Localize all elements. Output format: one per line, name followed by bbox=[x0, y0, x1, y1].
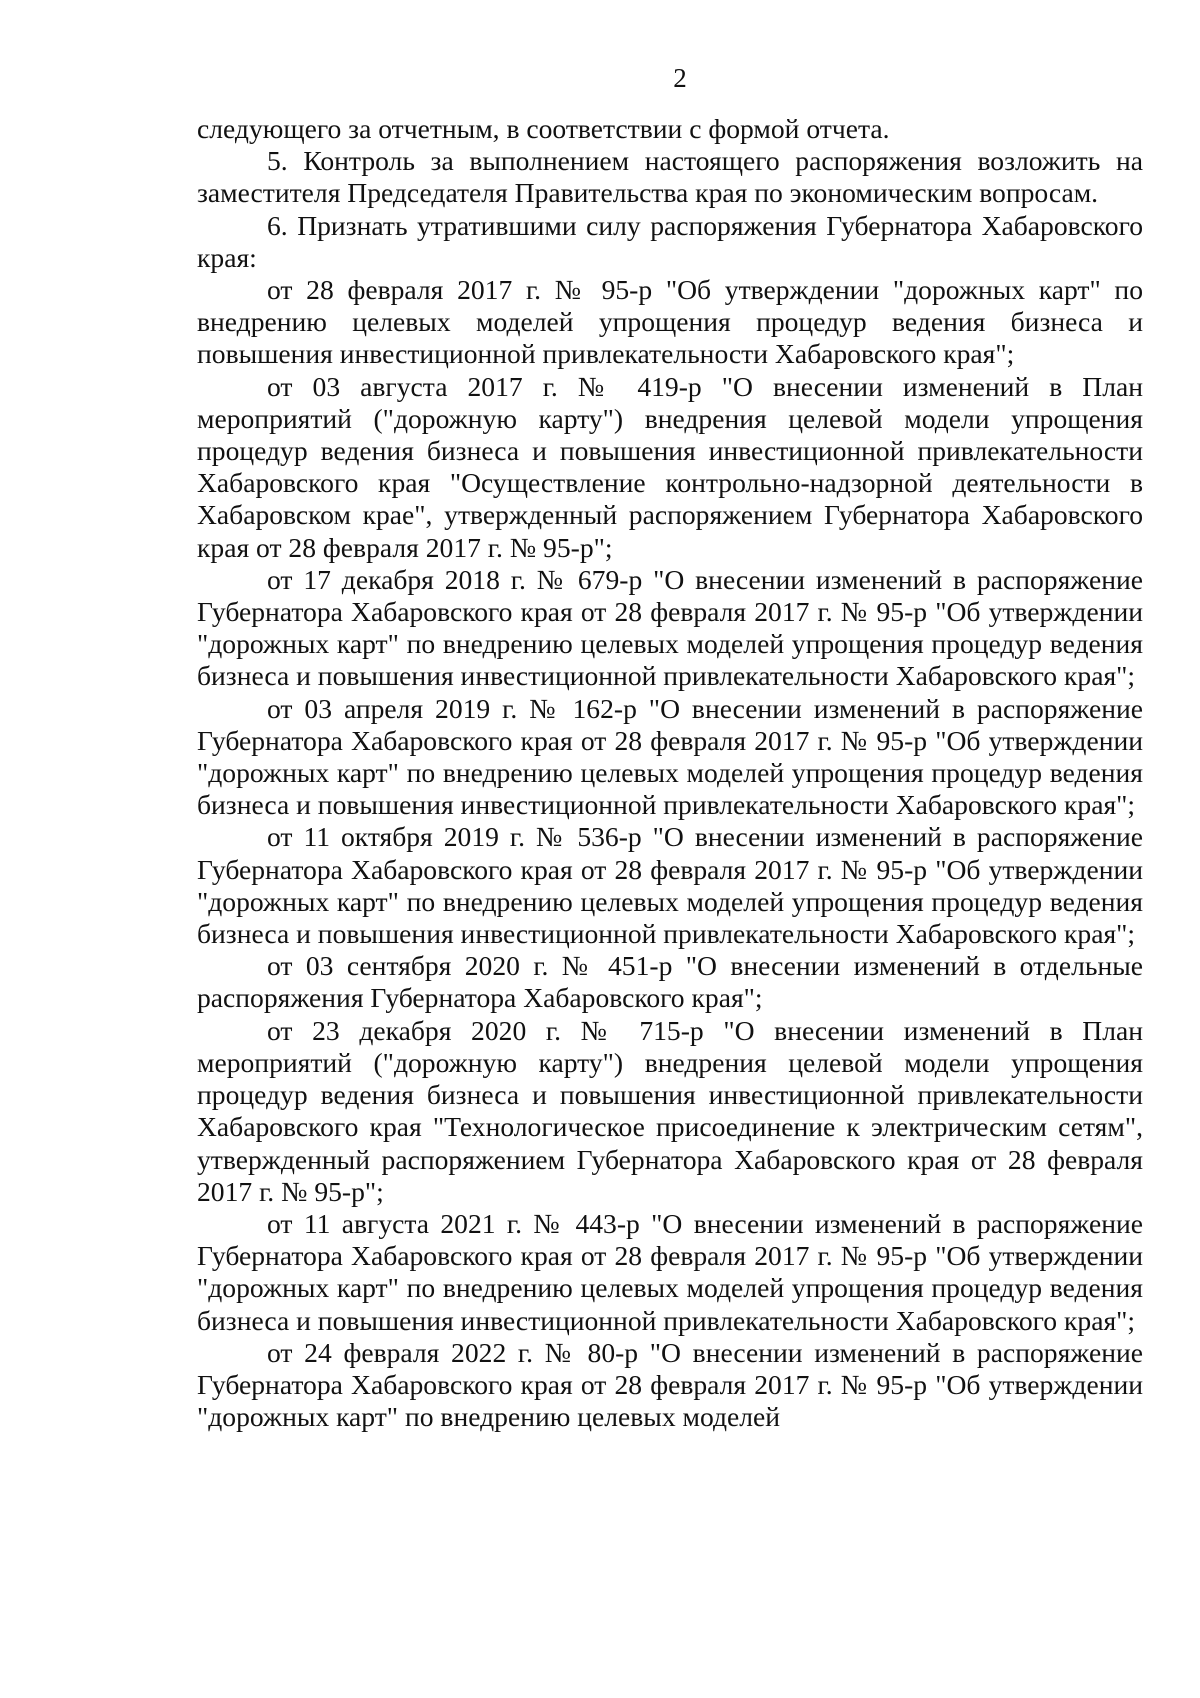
list-item-order-536: от 11 октября 2019 г. № 536-р "О внесении изменений в распоряжение Губернатора Хабаровского края от 28 февраля 2017 г. № 95-р "Об утверждении "дорожных карт" по внедрению целевых моделей упрощения процедур ведения бизнеса и повышения инвестиционной привлекательности Хабаровского края"; bbox=[197, 821, 1143, 950]
list-item-order-419: от 03 августа 2017 г. № 419-р "О внесении изменений в План мероприятий ("дорожную карту") внедрения целевой модели упрощения процедур ведения бизнеса и повышения инвестиционной привлекательности Хабаровского края "Осуществление контрольно-надзорной деятельности в Хабаровском крае", утвержденный распоряжением Губернатора Хабаровского края от 28 февраля 2017 г. № 95-р"; bbox=[197, 370, 1143, 563]
paragraph-item-5: 5. Контроль за выполнением настоящего распоряжения возложить на заместителя Председателя Правительства края по экономическим вопросам. bbox=[197, 145, 1143, 209]
list-item-order-451: от 03 сентября 2020 г. № 451-р "О внесении изменений в отдельные распоряжения Губернатора Хабаровского края"; bbox=[197, 950, 1143, 1014]
document-body bbox=[197, 113, 1143, 1433]
list-item-order-162: от 03 апреля 2019 г. № 162-р "О внесении изменений в распоряжение Губернатора Хабаровского края от 28 февраля 2017 г. № 95-р "Об утверждении "дорожных карт" по внедрению целевых моделей упрощения процедур ведения бизнеса и повышения инвестиционной привлекательности Хабаровского края"; bbox=[197, 692, 1143, 821]
paragraph-item-6: 6. Признать утратившими силу распоряжения Губернатора Хабаровского края: bbox=[197, 209, 1143, 273]
list-item-order-95: от 28 февраля 2017 г. № 95-р "Об утверждении "дорожных карт" по внедрению целевых моделей упрощения процедур ведения бизнеса и повышения инвестиционной привлекательности Хабаровского края"; bbox=[197, 274, 1143, 370]
list-item-order-443: от 11 августа 2021 г. № 443-р "О внесении изменений в распоряжение Губернатора Хабаровского края от 28 февраля 2017 г. № 95-р "Об утверждении "дорожных карт" по внедрению целевых моделей упрощения процедур ведения бизнеса и повышения инвестиционной привлекательности Хабаровского края"; bbox=[197, 1207, 1143, 1336]
paragraph-continuation: следующего за отчетным, в соответствии с формой отчета. bbox=[197, 113, 890, 144]
list-item-order-80: от 24 февраля 2022 г. № 80-р "О внесении изменений в распоряжение Губернатора Хабаровского края от 28 февраля 2017 г. № 95-р "Об утверждении "дорожных карт" по внедрению целевых моделей bbox=[197, 1336, 1143, 1433]
list-item-order-715: от 23 декабря 2020 г. № 715-р "О внесении изменений в План мероприятий ("дорожную карту") внедрения целевой модели упрощения процедур ведения бизнеса и повышения инвестиционной привлекательности Хабаровского края "Технологическое присоединение к электрическим сетям", утвержденный распоряжением Губернатора Хабаровского края от 28 февраля 2017 г. № 95-р"; bbox=[197, 1014, 1143, 1207]
page-number: 2 bbox=[673, 63, 687, 93]
list-item-order-679: от 17 декабря 2018 г. № 679-р "О внесении изменений в распоряжение Губернатора Хабаровского края от 28 февраля 2017 г. № 95-р "Об утверждении "дорожных карт" по внедрению целевых моделей упрощения процедур ведения бизнеса и повышения инвестиционной привлекательности Хабаровского края"; bbox=[197, 563, 1143, 692]
